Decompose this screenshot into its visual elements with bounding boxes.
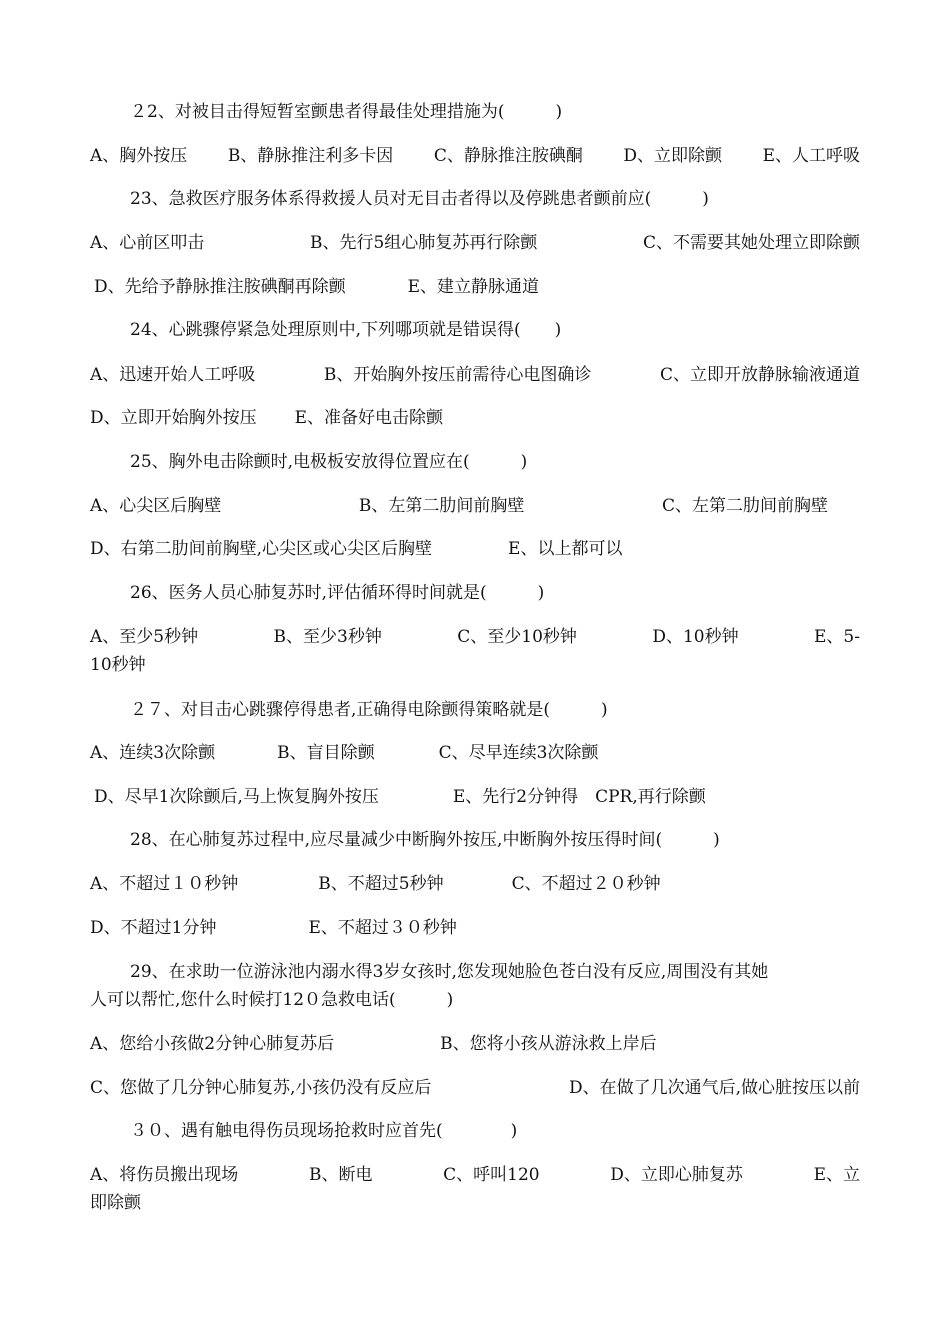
q30-option-c: C、呼叫120 <box>443 1165 540 1185</box>
q27-option-d: D、尽早1次除颤后,马上恢复胸外按压 <box>94 787 379 807</box>
q29-option-d: D、在做了几次通气后,做心脏按压以前 <box>568 1078 860 1098</box>
q24-option-e: E、准备好电击除颤 <box>294 408 444 428</box>
q23-option-d: D、先给予静脉推注胺碘酮再除颤 <box>94 277 346 297</box>
q25-option-c: C、左第二肋间前胸壁 <box>661 496 828 516</box>
q22-option-d: D、立即除颤 <box>623 146 723 166</box>
q28-option-c: C、不超过２０秒钟 <box>511 874 661 894</box>
q22-option-a: A、胸外按压 <box>90 146 188 166</box>
q26-option-e-continued: 10秒钟 <box>90 655 146 675</box>
question-26-options <box>90 627 860 675</box>
question-28-options-row1 <box>90 874 860 894</box>
question-24-options-row2 <box>90 408 860 428</box>
q24-option-c: C、立即开放静脉输液通道 <box>659 365 860 385</box>
q25-option-d: D、右第二肋间前胸壁,心尖区或心尖区后胸壁 <box>90 539 433 559</box>
q28-option-d: D、不超过1分钟 <box>90 918 217 938</box>
q23-option-e: E、建立静脉通道 <box>407 277 540 297</box>
q30-option-b: B、断电 <box>308 1165 373 1185</box>
q29-option-b: B、您将小孩从游泳救上岸后 <box>440 1034 657 1054</box>
question-29-options-row2 <box>90 1078 860 1098</box>
q24-option-d: D、立即开始胸外按压 <box>90 408 257 428</box>
q23-option-c: C、不需要其她处理立即除颤 <box>642 233 860 253</box>
q26-option-a: A、至少5秒钟 <box>90 627 199 647</box>
q30-option-e-continued: 即除颤 <box>90 1193 141 1213</box>
q29-option-a: A、您给小孩做2分钟心肺复苏后 <box>90 1034 335 1054</box>
q27-option-b: B、盲目除颤 <box>277 743 375 763</box>
q27-option-c: C、尽早连续3次除颤 <box>438 743 599 763</box>
question-29-options-row1 <box>90 1034 860 1054</box>
q23-option-a: A、心前区叩击 <box>90 233 205 253</box>
q25-option-b: B、左第二肋间前胸壁 <box>358 496 525 516</box>
q25-option-a: A、心尖区后胸壁 <box>90 496 222 516</box>
question-25-stem: 25、胸外电击除颤时,电极板安放得位置应在( ) <box>130 452 528 472</box>
q26-option-b: B、至少3秒钟 <box>273 627 382 647</box>
question-30-stem: ３０、遇有触电得伤员现场抢救时应首先( ) <box>130 1121 518 1141</box>
question-28-stem: 28、在心肺复苏过程中,应尽量减少中断胸外按压,中断胸外按压得时间( ) <box>130 830 720 850</box>
question-23-options-row1 <box>90 233 860 253</box>
q22-option-b: B、静脉推注利多卡因 <box>227 146 394 166</box>
q28-option-b: B、不超过5秒钟 <box>318 874 444 894</box>
question-29-stem-line1: 29、在求助一位游泳池内溺水得3岁女孩时,您发现她脸色苍白没有反应,周围没有其她 <box>130 962 769 982</box>
question-26-stem: 26、医务人员心肺复苏时,评估循环得时间就是( ) <box>130 583 545 603</box>
q25-option-e: E、以上都可以 <box>508 539 623 559</box>
q24-option-a: A、迅速开始人工呼吸 <box>90 365 256 385</box>
q24-option-b: B、开始胸外按压前需待心电图确诊 <box>323 365 592 385</box>
q22-option-c: C、静脉推注胺碘酮 <box>433 146 583 166</box>
question-25-options-row1 <box>90 496 828 516</box>
q22-option-e: E、人工呼吸 <box>762 146 860 166</box>
question-24-stem: 24、心跳骤停紧急处理原则中,下列哪项就是错误得( ) <box>130 320 562 340</box>
q30-option-d: D、立即心肺复苏 <box>610 1165 743 1185</box>
question-23-options-row2 <box>94 277 864 297</box>
q30-option-e: E、立 <box>813 1165 860 1185</box>
q29-option-c: C、您做了几分钟心肺复苏,小孩仍没有反应后 <box>90 1078 432 1098</box>
question-27-stem: ２７、对目击心跳骤停得患者,正确得电除颤得策略就是( ) <box>130 700 608 720</box>
question-23-stem: 23、急救医疗服务体系得救援人员对无目击者得以及停跳患者颤前应( ) <box>130 189 709 209</box>
question-27-options-row2 <box>94 787 864 807</box>
q30-option-a: A、将伤员搬出现场 <box>90 1165 239 1185</box>
question-29-stem-line2: 人可以帮忙,您什么时候打12０急救电话( ) <box>90 990 454 1010</box>
q26-option-d: D、10秒钟 <box>652 627 739 647</box>
question-25-options-row2 <box>90 539 860 559</box>
question-24-options-row1 <box>90 365 860 385</box>
q28-option-a: A、不超过１０秒钟 <box>90 874 239 894</box>
q27-option-a: A、连续3次除颤 <box>90 743 216 763</box>
question-30-options <box>90 1165 860 1213</box>
question-22-options <box>90 146 860 166</box>
q28-option-e: E、不超过３０秒钟 <box>308 918 457 938</box>
q26-option-e: E、5- <box>814 627 860 647</box>
question-22-stem: ２2、对被目击得短暂室颤患者得最佳处理措施为( ) <box>130 102 563 122</box>
q26-option-c: C、至少10秒钟 <box>457 627 577 647</box>
q23-option-b: B、先行5组心肺复苏再行除颤 <box>309 233 538 253</box>
question-28-options-row2 <box>90 918 860 938</box>
q27-option-e: E、先行2分钟得 CPR,再行除颤 <box>452 787 706 807</box>
question-27-options-row1 <box>90 743 860 763</box>
